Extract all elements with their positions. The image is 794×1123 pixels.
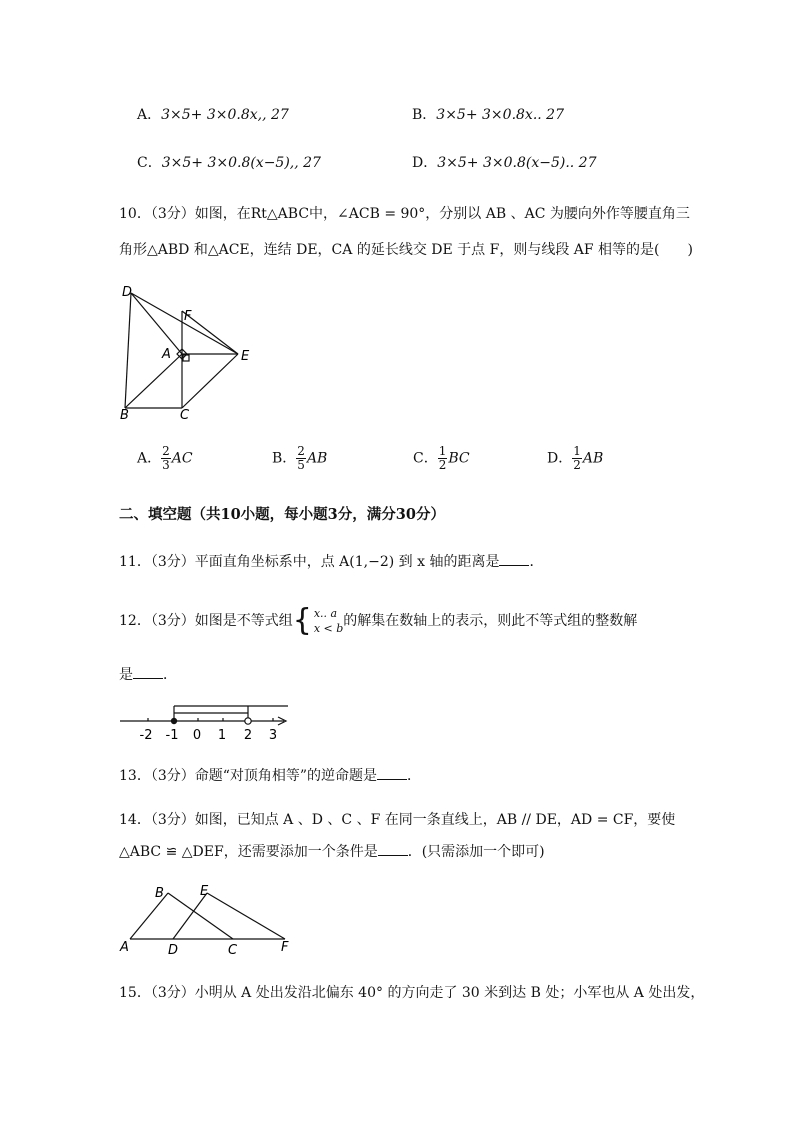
label-f: F — [281, 940, 289, 955]
section-title: 二、填空题（共10小题，每小题3分，满分30分） — [119, 506, 445, 523]
label-f: F — [184, 309, 192, 324]
segment-ef — [207, 893, 285, 939]
inequality-system: x.. a x < b — [313, 607, 344, 635]
right-angle-mark — [183, 355, 189, 361]
label-c: C — [180, 408, 190, 423]
label-b: B — [155, 886, 164, 901]
segment-ba — [125, 354, 182, 408]
q9-option-a: A．3×5+ 3×0.8x,, 27 — [137, 107, 289, 123]
tick-label: -2 — [139, 728, 153, 743]
q9-option-c: C．3×5+ 3×0.8(x−5),, 27 — [137, 155, 321, 171]
q10-text-line2: 角形△ABD 和△ACE，连结 DE，CA 的延长线交 DE 于点 F，则与线段 AF 相等的是( ) — [119, 242, 693, 258]
q10-option-d: D． $\frac{1}{2}$ AB — [547, 444, 604, 472]
q10-option-a: A． $\frac{2}{3}$ AC — [137, 444, 193, 472]
q10-figure — [112, 280, 262, 425]
system-brace: { — [292, 603, 312, 638]
q9-option-b: B．3×5+ 3×0.8x.. 27 — [412, 107, 564, 123]
q14-text-line1: 14．（3分）如图，已知点 A 、D 、C 、F 在同一条直线上，AB // DE，AD = CF，要使 — [119, 812, 676, 828]
label-d: D — [168, 943, 179, 958]
q11-text: 11．（3分）平面直角坐标系中，点 A(1,−2) 到 x 轴的距离是 ． — [119, 554, 544, 570]
answer-blank — [377, 767, 407, 780]
tick-label: 0 — [192, 728, 202, 743]
segment-ce — [182, 354, 238, 408]
number-line-figure — [118, 698, 298, 746]
q15-text: 15．（3分）小明从 A 处出发沿北偏东 40° 的方向走了 30 米到达 B 处；小军也从 A 处出发， — [119, 985, 705, 1001]
tick-label: 2 — [243, 728, 253, 743]
label-c: C — [228, 943, 238, 958]
q14-text-line2: △ABC ≌ △DEF，还需要添加一个条件是 ．(只需添加一个即可) — [119, 844, 545, 860]
label-a: A — [120, 940, 129, 955]
answer-blank — [133, 666, 163, 679]
q12-text-line2: 是 ． — [119, 667, 177, 683]
segment-db — [125, 293, 131, 408]
tick-label: -1 — [165, 728, 179, 743]
label-d: D — [122, 285, 133, 300]
tick-label: 3 — [268, 728, 278, 743]
q10-text-line1: 10．（3分）如图，在Rt△ABC中，∠ACB = 90°，分别以 AB 、AC 为腰向外作等腰直角三 — [119, 206, 690, 222]
q10-option-b: B． $\frac{2}{5}$ AB — [272, 444, 328, 472]
segment-da — [131, 293, 182, 354]
q13-text: 13．（3分）命题“对顶角相等”的逆命题是 ． — [119, 768, 422, 784]
answer-blank — [499, 553, 529, 566]
answer-blank — [378, 843, 408, 856]
q12-text-line1: 12．（3分）如图是不等式组{ x.. a x < b 的解集在数轴上的表示，则此不等式组的整数解 — [119, 603, 638, 638]
label-e: E — [241, 349, 250, 364]
label-e: E — [200, 884, 209, 899]
q14-figure — [115, 878, 295, 958]
open-point — [245, 718, 251, 724]
label-a: A — [162, 347, 171, 362]
tick-label: 1 — [217, 728, 227, 743]
q9-option-d: D．3×5+ 3×0.8(x−5).. 27 — [412, 155, 597, 171]
q10-option-c: C． $\frac{1}{2}$ BC — [413, 444, 470, 472]
label-b: B — [120, 408, 129, 423]
solid-point — [171, 718, 177, 724]
